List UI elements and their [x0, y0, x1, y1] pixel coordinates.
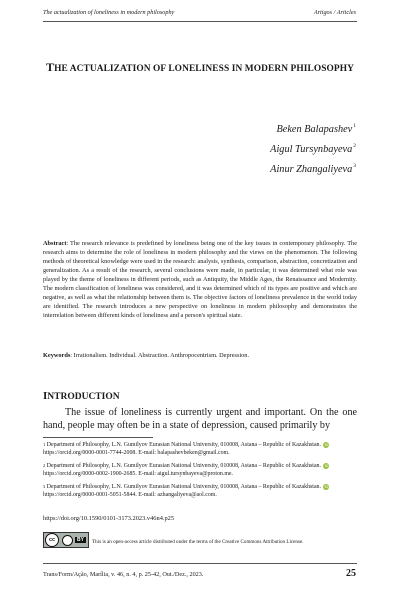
keywords [43, 352, 357, 359]
section-initial: I [43, 390, 48, 402]
author-mark: 3 [353, 163, 356, 169]
journal-citation: Trans/Form/Ação, Marília, v. 46, n. 4, p. 25-42, Out./Dez., 2023. [43, 571, 204, 578]
footnote-contact[interactable]: https://orcid.org/0000-0001-5051-5844. E-mail: azhangaliyeva@aol.com. [43, 492, 217, 499]
footnote-contact[interactable]: https://orcid.org/0000-0001-7744-2008. E-mail: balapashevbeken@gmail.com. [43, 450, 230, 457]
orcid-icon: iD [324, 441, 329, 447]
license-note: This is an open-access article distributed under the terms of the Creative Commons Attribution License. [92, 539, 304, 545]
footnote-rule [43, 437, 153, 438]
footnote-text: Department of Philosophy, L.N. Gumilyov Eurasian National University, 010008, Astana – Republic of Kazakhstan. [46, 463, 321, 469]
orcid-icon: iD [324, 483, 329, 489]
section-heading [43, 390, 120, 402]
doi-link[interactable]: https://doi.org/10.1590/0101-3173.2023.v46n4.p25 [43, 515, 175, 522]
running-header-title: The actualization of loneliness in modern philosophy [43, 9, 175, 16]
footer-rule [43, 563, 357, 564]
header-rule [43, 21, 357, 22]
running-header-section: Artigos / Articles [313, 9, 356, 16]
by-badge: BY [77, 537, 84, 543]
abstract [43, 240, 357, 321]
abstract-text: : The research relevance is predefined by loneliness being one of the key issues in contemporary philosophy. The research aims to determine the role of loneliness in modern philosophy and the views on the phenomenon. The following methods of theoretical knowledge were used in the research: analysis, synthesis, comparison, abstraction, concretization and generalization. As a result of the research, several conclusions were made, in particular, it was determined what role was played by the theme of loneliness in different periods, such as Antiquity, the Middle Ages, the Renaissance and Modernity. The modern classification of loneliness was considered, and it was determined which of its types are positive and which are negative, as well as what the relationship between them is. The objective factors of loneliness prevalence in the world today are identified. The research introduces a new perspective on loneliness in modern philosophy and demonstrates the interrelation between different kinds of loneliness and a person's spiritual state. [43, 240, 357, 319]
title-rest: HE ACTUALIZATION OF LONELINESS IN MODERN PHILOSOPHY [54, 64, 355, 74]
keywords-text: : Irrationalism. Individual. Abstraction. Anthropocentrism. Depression. [70, 352, 250, 359]
article-title [43, 60, 357, 75]
orcid-icon: iD [324, 462, 329, 468]
footnote-2 [43, 462, 357, 479]
author-mark: 2 [353, 143, 356, 149]
author-name: Aigul Tursynbayeva [270, 144, 353, 155]
footnote-text: Department of Philosophy, L.N. Gumilyov Eurasian National University, 010008, Astana – Republic of Kazakhstan. [46, 484, 321, 490]
cc-badge: cc [45, 533, 59, 547]
attribution-person-icon [62, 535, 73, 546]
author-mark: 1 [353, 123, 356, 129]
page-number: 25 [346, 568, 356, 579]
author-name: Ainur Zhangaliyeva [270, 164, 353, 175]
intro-paragraph: The issue of loneliness is currently urgent and important. On the one hand, people may often be in a state of depression, caused primarily by [43, 407, 357, 431]
author-2 [270, 144, 356, 155]
footnote-mark: 2 [43, 463, 46, 468]
author-1 [276, 124, 356, 135]
author-name: Beken Balapashev [276, 124, 353, 135]
footnote-3 [43, 483, 357, 500]
footnote-mark: 3 [43, 484, 46, 489]
section-rest: NTRODUCTION [47, 392, 120, 402]
keywords-label: Keywords [43, 352, 71, 359]
author-3 [270, 164, 356, 175]
footnote-contact[interactable]: https://orcid.org/0000-0002-1900-2685. E-mail: aigul.tursynbayeva@proton.me. [43, 471, 234, 478]
footnote-text: Department of Philosophy, L.N. Gumilyov Eurasian National University, 010008, Astana – Republic of Kazakhstan. [46, 442, 321, 448]
abstract-label: Abstract [43, 240, 67, 247]
footnote-1 [43, 441, 357, 458]
footnote-mark: 1 [43, 442, 46, 447]
creative-commons-icon[interactable] [43, 532, 89, 548]
title-initial: T [45, 60, 55, 74]
